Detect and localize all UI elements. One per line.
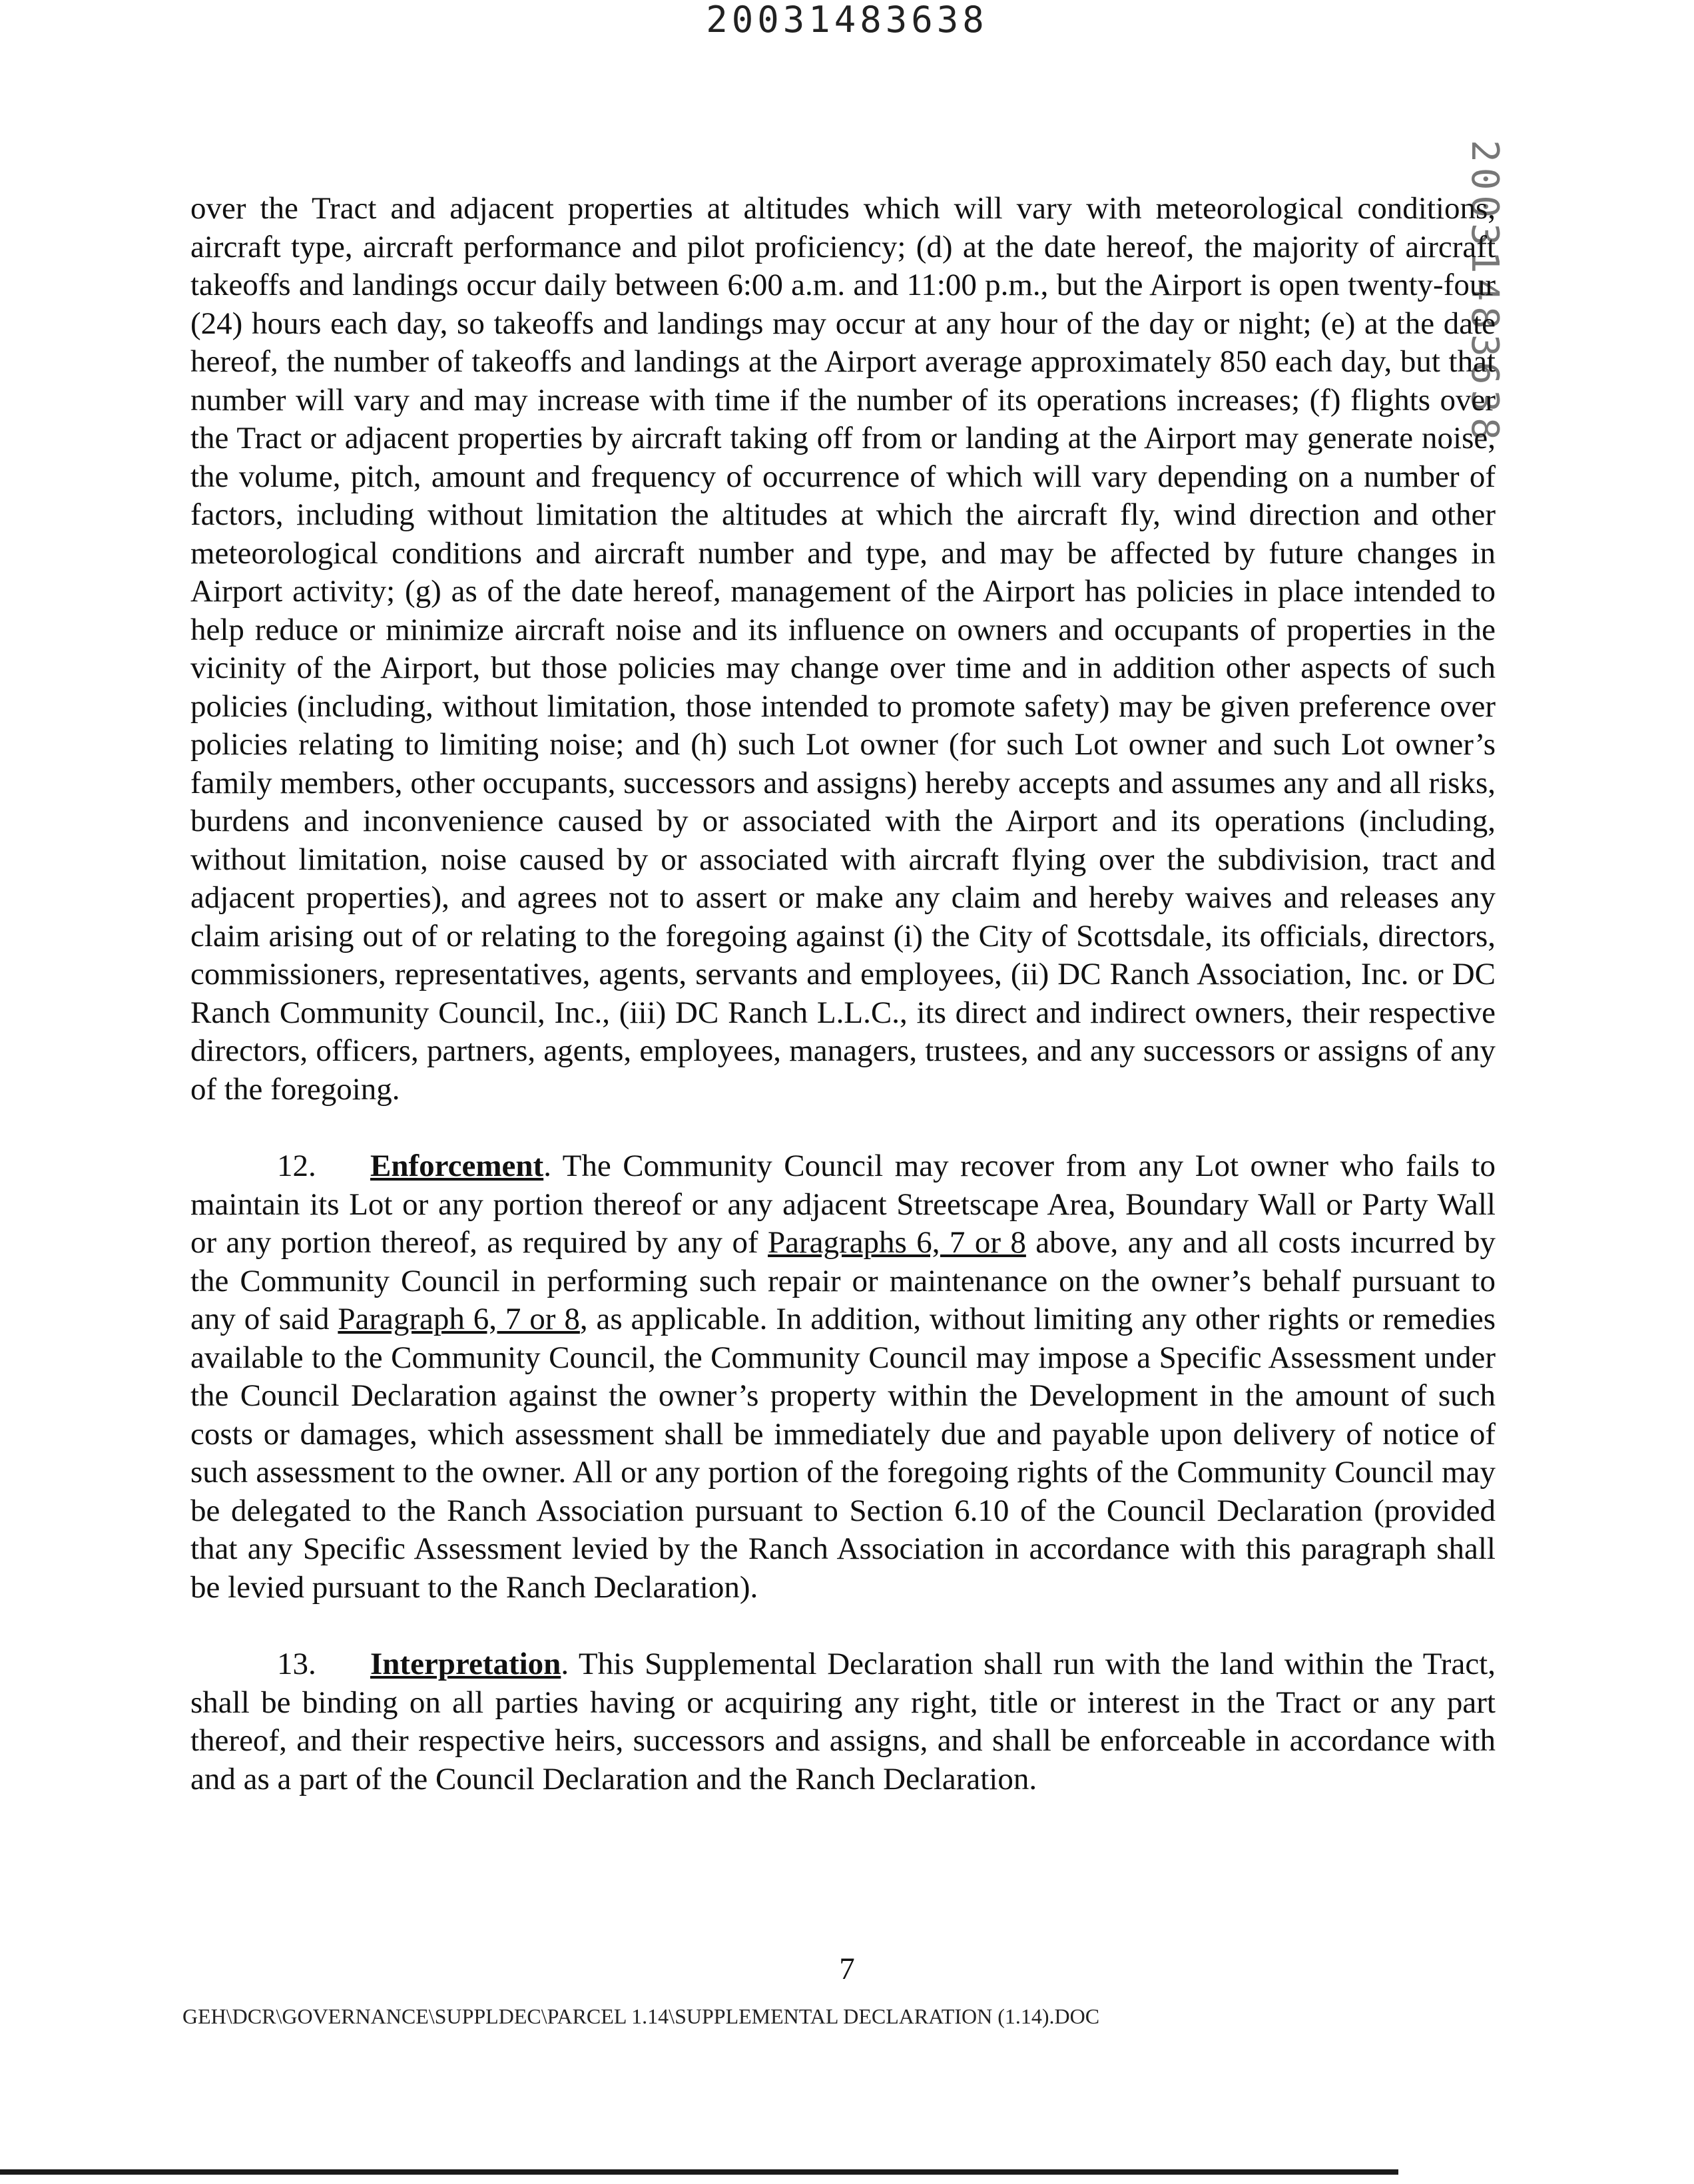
- paragraph-13: [190, 1645, 1496, 1798]
- paragraph-text: above, any and all costs incurred by the Community Council in performing such repair or maintenance on the owner’s behalf pursuant to any of said: [190, 1225, 1496, 1336]
- document-number: 20031483638: [706, 0, 988, 41]
- cross-reference: Paragraphs 6, 7 or 8: [768, 1225, 1026, 1260]
- continuation-paragraph: over the Tract and adjacent properties at altitudes which will vary with meteorological conditions, aircraft type, aircraft performance and pilot proficiency; (d) at the date hereof, the majority of aircraft takeoffs and landings occur daily between 6:00 a.m. and 11:00 p.m., but the Airport is open twenty-four (24) hours each day, so takeoffs and landings may occur at any hour of the day or night; (e) at the date hereof, the number of takeoffs and landings at the Airport average approximately 850 each day, but that number will vary and may increase with time if the number of its operations increases; (f) flights over the Tract or adjacent properties by aircraft taking off from or landing at the Airport may generate noise, the volume, pitch, amount and frequency of occurrence of which will vary depending on a number of factors, including without limitation the altitudes at which the aircraft fly, wind direction and other meteorological conditions and aircraft number and type, and may be affected by future changes in Airport activity; (g) as of the date hereof, management of the Airport has policies in place intended to help reduce or minimize aircraft noise and its influence on owners and occupants of properties in the vicinity of the Airport, but those policies may change over time and in addition other aspects of such policies (including, without limitation, those intended to promote safety) may be given preference over policies relating to limiting noise; and (h) such Lot owner (for such Lot owner and such Lot owner’s family members, other occupants, successors and assigns) hereby accepts and assumes any and all risks, burdens and inconvenience caused by or associated with the Airport and its operations (including, without limitation, noise caused by or associated with aircraft flying over the subdivision, tract and adjacent properties), and agrees not to assert or make any claim and hereby waives and releases any claim arising out of or relating to the foregoing against (i) the City of Scottsdale, its officials, directors, commissioners, representatives, agents, servants and employees, (ii) DC Ranch Association, Inc. or DC Ranch Community Council, Inc., (iii) DC Ranch L.L.C., its direct and indirect owners, their respective directors, officers, partners, agents, employees, managers, trustees, and any successors or assigns of any of the foregoing.: [190, 191, 1496, 1107]
- side-stamp: 20031483638: [1463, 140, 1506, 445]
- section-heading-enforcement: Enforcement: [370, 1149, 544, 1183]
- paragraph-number: 12.: [277, 1149, 316, 1183]
- footer-file-path: GEH\DCR\GOVERNANCE\SUPPLDEC\PARCEL 1.14\SUPPLEMENTAL DECLARATION (1.14).DOC: [182, 2004, 1100, 2028]
- paragraph-text: . The Community Council may recover from any Lot owner who fails to maintain its Lot or any portion thereof or any adjacent Streetscape Area, Boundary Wall or Party Wall or any portion thereof, as required by any of: [190, 1149, 1496, 1260]
- paragraph-12: [190, 1147, 1496, 1607]
- page-number: 7: [839, 1952, 855, 1986]
- section-heading-interpretation: Interpretation: [370, 1647, 561, 1681]
- paragraph-text: , as applicable. In addition, without limiting any other rights or remedies available to the Community Council, the Community Council may impose a Specific Assessment under the Council Declaration against the owner’s property within the Development in the amount of such costs or damages, which assessment shall be immediately due and payable upon delivery of notice of such assessment to the owner. All or any portion of the foregoing rights of the Community Council may be delegated to the Ranch Association pursuant to Section 6.10 of the Council Declaration (provided that any Specific Assessment levied by the Ranch Association in accordance with this paragraph shall be levied pursuant to the Ranch Declaration).: [190, 1302, 1496, 1605]
- cross-reference: Paragraph 6, 7 or 8: [338, 1302, 580, 1336]
- bottom-scan-rule: [0, 2169, 1398, 2175]
- document-body: [190, 190, 1496, 1798]
- paragraph-text: . This Supplemental Declaration shall run with the land within the Tract, shall be binding on all parties having or acquiring any right, title or interest in the Tract or any part thereof, and their respective heirs, successors and assigns, and shall be enforceable in accordance with and as a part of the Council Declaration and the Ranch Declaration.: [190, 1647, 1496, 1796]
- paragraph-number: 13.: [277, 1647, 316, 1681]
